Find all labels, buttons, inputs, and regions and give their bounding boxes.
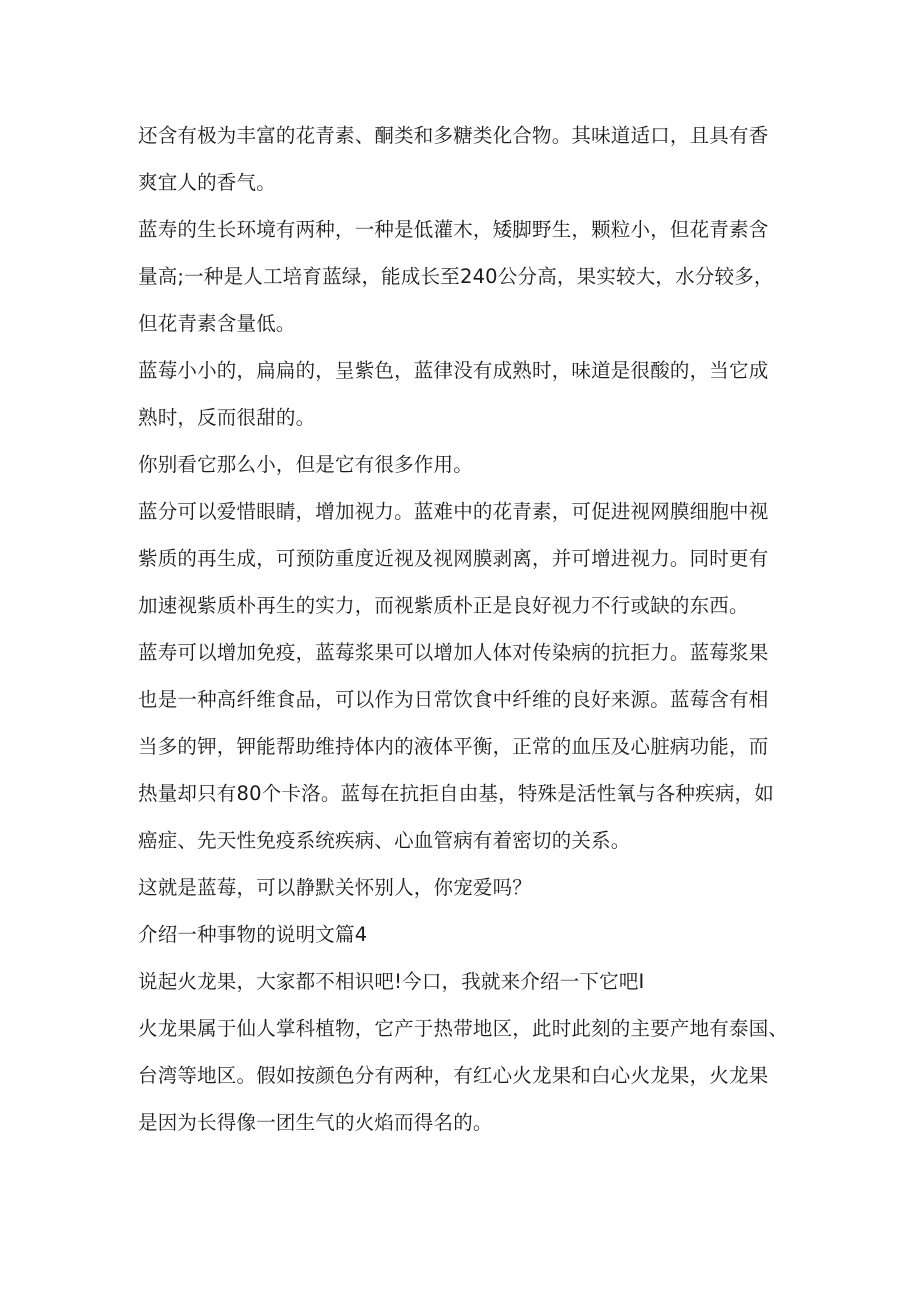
text-line: 加速视紫质朴再生的实力，而视紫质朴正是良好视力不行或缺的东西。	[138, 594, 749, 617]
text-line: 是因为长得像一团生气的火焰而得名的。	[138, 1111, 493, 1134]
text-line: 紫质的再生成，可预防重度近视及视网膜剥离，并可增进视力。同时更有	[138, 547, 769, 570]
text-line: 蓝寿的生长环境有两种，一种是低灌木，矮脚野生，颗粒小，但花青素含	[138, 218, 769, 241]
paragraph	[138, 958, 798, 1005]
paragraph	[138, 1005, 798, 1146]
text-line: 但花青素含量低。	[138, 312, 296, 335]
text-line: 蓝莓小小的，扁扁的，呈紫色，蓝律没有成熟时，味道是很酸的，当它成	[138, 359, 769, 382]
paragraph	[138, 112, 798, 206]
paragraph	[138, 488, 798, 629]
text-line: 量高;一种是人工培育蓝绿，能成长至240公分高，果实较大，水分较多，	[138, 265, 774, 288]
text-line: 这就是蓝莓，可以静默关怀别人，你宠爱吗？	[138, 876, 533, 899]
paragraph	[138, 864, 798, 911]
text-line: 蓝分可以爱惜眼睛，增加视力。蓝难中的花青素，可促进视网膜细胞中视	[138, 500, 769, 523]
text-line: 蓝寿可以增加免疫，蓝莓浆果可以增加人体对传染病的抗拒力。蓝莓浆果	[138, 641, 769, 664]
text-line: 说起火龙果，大家都不相识吧!今口，我就来介绍一下它吧I	[138, 970, 645, 993]
text-line: 也是一种高纤维食品，可以作为日常饮食中纤维的良好来源。蓝莓含有相	[138, 688, 769, 711]
paragraph	[138, 911, 798, 958]
paragraph	[138, 629, 798, 864]
text-line: 台湾等地区。假如按颜色分有两种，有红心火龙果和白心火龙果，火龙果	[138, 1064, 769, 1087]
text-line: 火龙果属于仙人掌科植物，它产于热带地区，此时此刻的主要产地有泰国、	[138, 1017, 789, 1040]
text-line: 当多的钾，钾能帮助维持体内的液体平衡，正常的血压及心脏病功能，而	[138, 735, 769, 758]
paragraph	[138, 347, 798, 441]
text-line: 还含有极为丰富的花青素、酮类和多糖类化合物。其味道适口，且具有香	[138, 124, 769, 147]
paragraph	[138, 441, 798, 488]
text-line: 热量却只有80个卡洛。蓝每在抗拒自由基，特殊是活性氧与各种疾病，如	[138, 782, 774, 805]
text-line: 爽宜人的香气。	[138, 171, 276, 194]
text-line: 介绍一种事物的说明文篇4	[138, 923, 368, 946]
paragraph	[138, 206, 798, 347]
text-line: 癌症、先天性免疫系统疾病、心血管病有着密切的关系。	[138, 829, 631, 852]
document-body	[138, 112, 798, 1146]
text-line: 你别看它那么小，但是它有很多作用。	[138, 453, 473, 476]
text-line: 熟时，反而很甜的。	[138, 406, 316, 429]
